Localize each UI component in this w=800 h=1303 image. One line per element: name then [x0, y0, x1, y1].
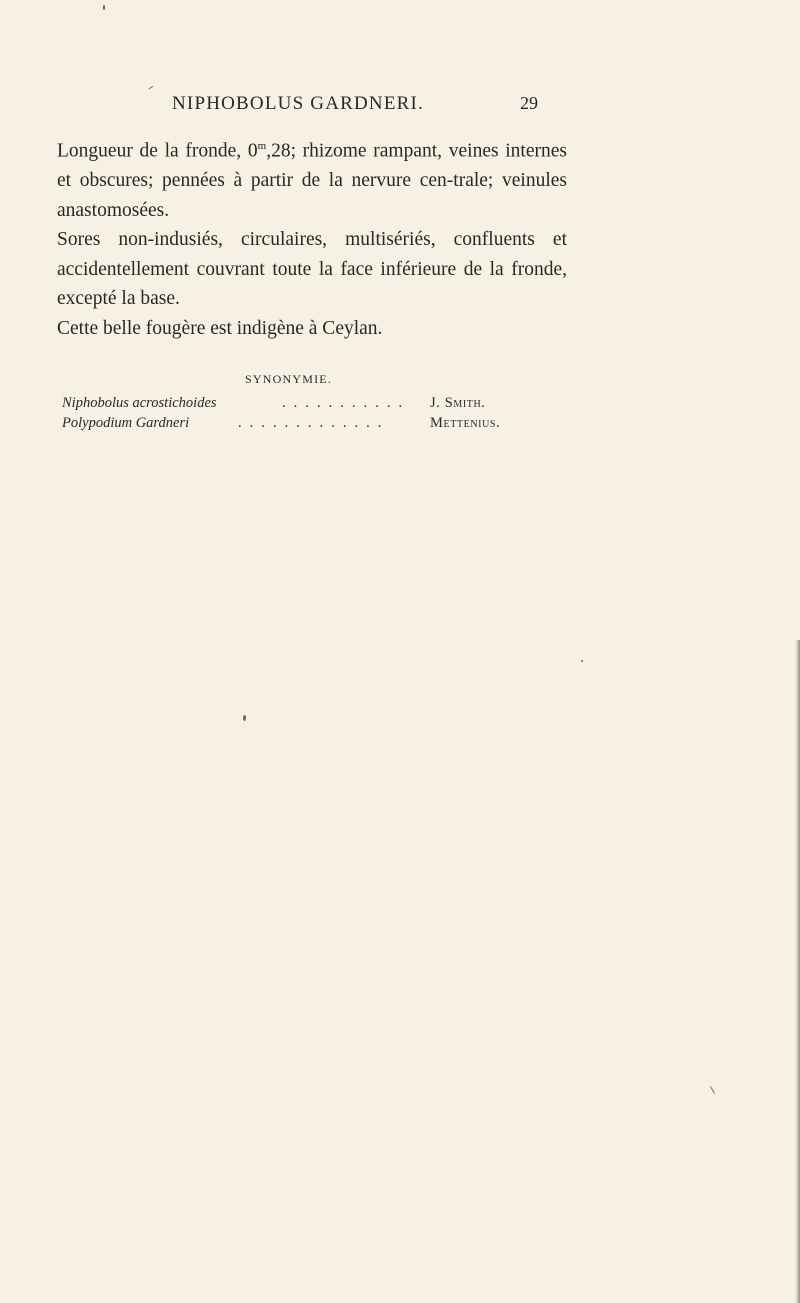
page-edge-shadow: [794, 640, 800, 1303]
synonym-author: Mettenius.: [430, 415, 501, 431]
running-title: NIPHOBOLUS GARDNERI.: [172, 93, 425, 114]
synonym-name: Niphobolus acrostichoides: [62, 395, 217, 411]
synonym-author: J. Smith.: [430, 395, 486, 411]
meter-unit: m: [257, 140, 267, 152]
leader-dots: . . . . . . . . . . .: [282, 395, 405, 411]
paper-speck: [710, 1085, 716, 1094]
paper-speck: [243, 715, 246, 721]
synonym-name: Polypodium Gardneri: [62, 415, 190, 431]
page-header: [172, 93, 572, 117]
synonymy-entry: [62, 393, 502, 413]
paragraph-sori-description: Sores non-indusiés, circulaires, multisériés, confluents et accidentellement couvrant toute la face inférieure de la fronde, excepté la base.: [57, 229, 567, 309]
paper-speck: [103, 5, 105, 10]
leader-dots: . . . . . . . . . . . . .: [238, 415, 384, 431]
synonymy-heading: SYNONYMIE.: [245, 372, 332, 386]
paper-speck: [148, 85, 153, 89]
paper-speck: [581, 660, 583, 662]
synonymy-entry: [62, 413, 502, 433]
paragraph-frond-description: [57, 132, 567, 225]
page-number: 29: [520, 93, 538, 113]
paragraph-1-rest: ,28; rhizome rampant, veines internes et obscures; pennées à partir de la nervure cen-trale; veinules anastomosées.: [57, 140, 567, 221]
paragraph-habitat: Cette belle fougère est indigène à Ceylan.: [57, 317, 383, 339]
paragraph-1-start: Longueur de la fronde, 0: [57, 140, 258, 162]
description-text: [57, 132, 567, 343]
synonymy-list: [62, 393, 502, 433]
